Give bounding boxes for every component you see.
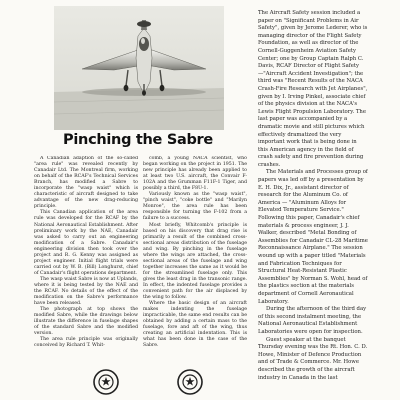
rcaf-roundel-icon (92, 368, 120, 396)
paragraph: Guest speaker at the banquet Thursday evening was the Rt. Hon. C. D. Howe, Minister of Defence Production and of Trade & Commerce. Mr. Howe described the growth of the aircraft industry in Canada in the last (258, 336, 368, 381)
article-column-middle (143, 156, 247, 400)
paragraph: The wasp waist Sabre is now at Uplands, where it is being tested by the NAE and the RCAF. No details of the effect of the modification on the Sabre's performance have been released. (34, 276, 138, 307)
paragraph: comb, a young NACA scientist, who began working on the project in 1951. The new principle has already been applied to at least two U.S. aircraft, the Convair F-102A and the Grumman F11F-1 Tiger, and possibly a third, the F8U-1. (143, 156, 247, 192)
article-headline: Pinching the Sabre (63, 132, 213, 148)
paragraph: The Materials and Processes group of papers was led off by a presentation by E. H. Dix, Jr., assistant director of research for the Aluminum Co. of America — "Aluminum Alloys for Elevated Temperature Service." Following this paper, Canadair's chief materials & process engineer, J. J. Walker, described "Metal Bonding of Assemblies for Canadair CL-28 Maritime Reconnaissance Airplane." The session wound up with a paper titled "Materials and Fabrication Techniques for Structural Heat-Resistant Plastic Assemblies" by Norman S. Wohl, head of the plastics section at the materials department of Cornell Aeronautical Laboratory. (258, 169, 368, 305)
rcaf-roundel-icon (176, 368, 204, 396)
article-column-left (34, 156, 138, 400)
paragraph: Variously known as the "wasp waist", "pinch waist", "coke bottle" and "Marilyn Monroe", the area rule has been responsible for turning the F-102 from a failure to a success. (143, 192, 247, 222)
paragraph: The photograph at top shows the modified Sabre, while the drawings below illustrate the difference in fuselage shapes of the standard Sabre and the modified version. (34, 307, 138, 337)
paragraph: This Canadian application of the area rule was developed for the RCAF by the National Aeronautical Establishment. After preliminary work by the NAE, Canadair was asked to carry out an engineering modification of a Sabre. Canadair's engineering division then took over the project and R. G. Kenny was assigned as project engineer. Initial flight trials were carried out by W. B. (Bill) Longhurst, chief of Canadair's flight operations department. (34, 210, 138, 276)
paragraph: The Aircraft Safety session included a paper on "Significant Problems in Air Safety", given by Jerome Lederer, who is managing director of the Flight Safety Foundation, as well as director of the Cornell-Guggenheim Aviation Safety Center; one by Group Captain Ralph C. Davis, RCAF Director of Flight Safety—"Aircraft Accident Investigation"; the third was "Recent Results of the NACA Crash-Fire Research with Jet Airplanes", given by I. Irving Pinkel, associate chief of the physics division at the NACA's Lewis Flight Propulsion Laboratory. The last paper was accompanied by a dramatic movie and still pictures which effectively dramatized the very important work that is being done in this American agency in the field of crash safety and fire prevention during crashes. (258, 10, 368, 168)
paragraph: A Canadian adaption of the so-called "area rule" was revealed recently by Canadair Ltd. The Montreal firm, working on behalf of the RCAF's Technical Services Branch, has modified a Sabre to incorporate the "wasp waist" which is characteristic of aircraft designed to take advantage of the new drag-reducing principle. (34, 156, 138, 210)
sabre-jet-drawing (54, 6, 224, 130)
paragraph: Most briefly, Whitcomb's principle is based on his discovery that drag rise is primarily a result of the combined cross-sectional areas distribution of the fuselage and wing. By pinching in the fuselage where the wings are attached, the cross-sectional areas of the fuselage and wing together increases the same as it would be for the streamlined fuselage only. This gives the least drag in the transonic range. In effect, the indented fuselage provides a convenient path for the air displaced by the wing to follow. (143, 222, 247, 301)
sabre-jet-photo (54, 6, 224, 130)
paragraph: The area rule principle was originally conceived by Richard T. Whit- (34, 337, 138, 349)
paragraph: Where the basic design of an aircraft makes indenting the fuselage impracticable, the same end results can be obtained by adding a certain mass to the fuselage, fore and aft of the wing, thus creating an artificial indentation. This is what has been done in the case of the Sabre. (143, 301, 247, 349)
article-column-right (258, 10, 368, 400)
paragraph: During the afternoon of the third day of this second instalment meeting, the National Aeronautical Establishment Laboratories were open for inspection. (258, 306, 367, 335)
